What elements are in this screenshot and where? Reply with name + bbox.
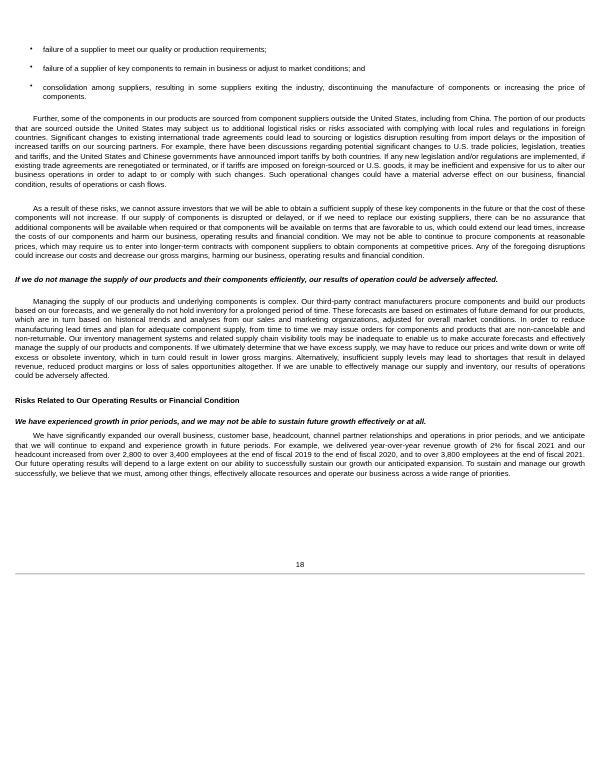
bullet-icon: •: [30, 45, 33, 53]
bullet-text: failure of a supplier of key components to remain in business or adjust to market conditions; and: [43, 63, 366, 73]
bullet-text: consolidation among suppliers, resulting in some suppliers exiting the industry, discontinuing the manufacture of components or increasing the price of components.: [43, 82, 585, 102]
list-item: [30, 45, 585, 54]
bullet-icon: •: [30, 83, 33, 91]
heading-growth-risk: We have experienced growth in prior periods, and we may not be able to sustain future growth effectively or at all.: [15, 416, 427, 426]
bullet-text: failure of a supplier to meet our quality or production requirements;: [43, 45, 267, 54]
list-item: [30, 82, 585, 102]
list-item: [30, 63, 585, 73]
heading-supply-management-risk: If we do not manage the supply of our products and their components efficiently, our results of operation could be adversely affected.: [15, 275, 498, 285]
page-number: 18: [295, 560, 305, 569]
heading-risks-operating-results: Risks Related to Our Operating Results or Financial Condition: [15, 395, 240, 405]
bullet-list: [15, 45, 585, 101]
paragraph-growth: We have significantly expanded our overall business, customer base, headcount, channel partner relationships and operations in prior periods, and we anticipate that we will continue to expand and experience growth in future periods. For example, we delivered year-over-year revenue growth of 2% for fiscal 2021 and our headcount increased from over 2,800 to over 3,400 employees at the end of fiscal 2019 to the end of fiscal 2020, and to over 3,800 employees at the end of fiscal 2021. Our future operating results will depend to a large extent on our ability to successfully sustain our growth our anticipated expansion. To sustain and manage our growth successfully, we believe that we must, among other things, effectively allocate resources and operate our business across a wide range of priorities.: [15, 431, 585, 478]
paragraph-supply-risks: As a result of these risks, we cannot assure investors that we will be able to obtain a sufficient supply of these key components in the future or that the cost of these components will not increase. If our supply of components is disrupted or delayed, or if we need to replace our existing suppliers, there can be no assurance that additional components will be available when required or that components will be available on terms that are favorable to us, which could extend our lead times, increase the costs of our components and harm our business, operating results and financial condition. We may not be able to continue to procure components at reasonable prices, which may require us to enter into longer-term contracts with component suppliers to obtain components at competitive prices. Any of the foregoing disruptions could increase our costs and decrease our gross margins, harming our business, operating results and financial condition.: [15, 204, 585, 260]
paragraph-managing-supply: Managing the supply of our products and underlying components is complex. Our third-party contract manufacturers procure components and build our products based on our forecasts, and we generally do not hold inventory for a prolonged period of time. These forecasts are based on estimates of future demand for our products, which are in turn based on historical trends and analyses from our sales and marketing organizations, adjusted for overall market conditions. In order to reduce manufacturing lead times and plan for adequate component supply, from time to time we may issue orders for components and products that are non-cancelable and non-returnable. Our inventory management systems and related supply chain visibility tools may be inadequate to enable us to make accurate forecasts and effectively manage the supply of our products and components. If we ultimately determine that we have excess supply, we may have to reduce our prices and write down or write off excess or obsolete inventory, which in turn could result in lower gross margins. Alternatively, insufficient supply levels may lead to shortages that result in delayed revenue, reduced product margins or loss of sales opportunities altogether. If we are unable to effectively manage our supply and inventory, our results of operations could be adversely affected.: [15, 296, 585, 381]
page-divider: [15, 573, 585, 575]
paragraph-foreign-sourcing: Further, some of the components in our products are sourced from component suppliers outside the United States, including from China. The portion of our products that are sourced outside the United States may subject us to additional logistical risks or risks associated with complying with local rules and regulations in foreign countries. Significant changes to existing international trade agreements could lead to sourcing or logistics disruption resulting from import delays or the imposition of increased tariffs on our sourcing partners. For example, there have been discussions regarding potential significant changes to U.S. trade policies, legislation, treaties and tariffs, and the United States and Chinese governments have announced import tariffs by both countries. If any new legislation and/or regulations are implemented, if existing trade agreements are renegotiated or terminated, or if tariffs are imposed on foreign-sourced or U.S. goods, it may be inefficient and expensive for us to alter our business operations in order to adapt to or comply with such changes. Such operational changes could have a material adverse effect on our business, financial condition, results of operations or cash flows.: [15, 114, 585, 189]
bullet-icon: •: [30, 64, 33, 72]
